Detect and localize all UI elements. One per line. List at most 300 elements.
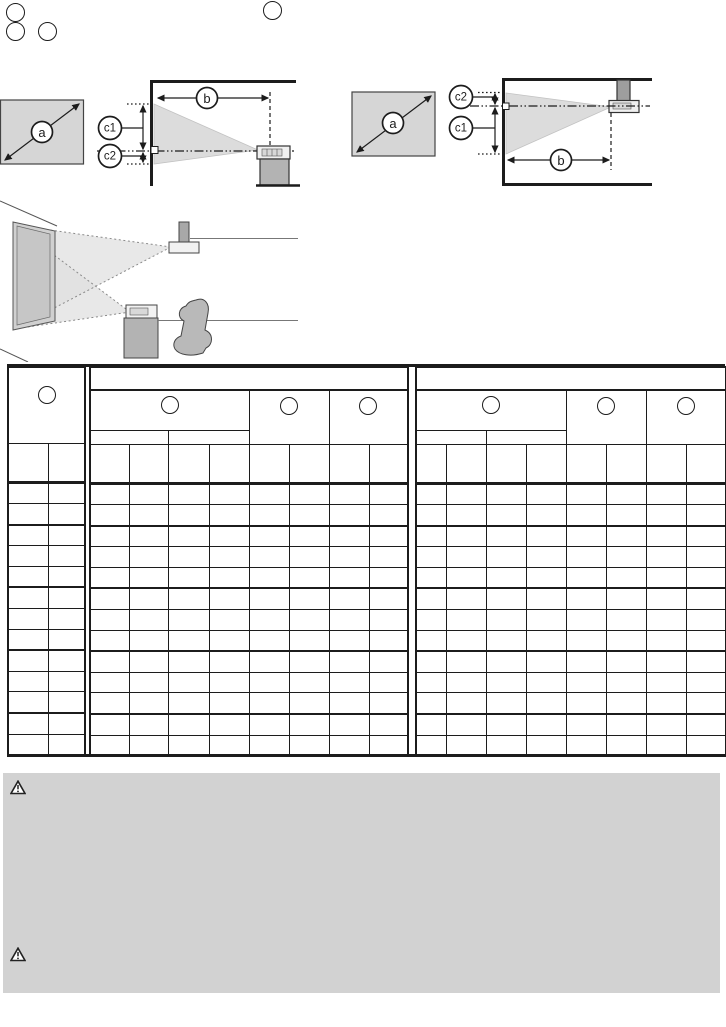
unit-cell (686, 444, 726, 483)
table-cell (646, 672, 686, 693)
table-cell (646, 693, 686, 714)
table-cell (526, 547, 566, 568)
table-row (90, 672, 408, 693)
table-cell (129, 483, 168, 505)
unit-cell (289, 444, 329, 483)
table-cell (8, 671, 48, 692)
table-cell (646, 610, 686, 631)
table-cell (416, 651, 446, 672)
table-cell (168, 630, 209, 651)
table-row (416, 672, 726, 693)
table-cell (249, 630, 289, 651)
table-cell (168, 547, 209, 568)
table-row (416, 630, 726, 651)
table-row (90, 483, 408, 505)
table-cell (369, 693, 408, 714)
table-cell (90, 630, 129, 651)
projector-stand (260, 159, 289, 185)
table-cell (606, 547, 646, 568)
table-cell (289, 672, 329, 693)
table-cell (249, 547, 289, 568)
table-cell (209, 610, 249, 631)
table-cell (566, 672, 606, 693)
lens-target-square (151, 147, 158, 154)
table-cell (606, 526, 646, 547)
table-cell (168, 588, 209, 609)
c2-header-cell (646, 390, 726, 444)
table-row (416, 567, 726, 588)
table-cell (329, 693, 369, 714)
table-cell (686, 526, 726, 547)
table-cell (686, 672, 726, 693)
table-cell (566, 483, 606, 505)
table-cell (90, 547, 129, 568)
table-row (8, 713, 85, 734)
table-cell (369, 610, 408, 631)
table-cell (8, 587, 48, 608)
table-row (90, 610, 408, 631)
half1-title-cell (90, 367, 408, 390)
table-cell (168, 714, 209, 735)
table-row (90, 505, 408, 526)
table-cell (8, 609, 48, 630)
table-cell (48, 671, 85, 692)
table-cell (416, 505, 446, 526)
table-cell (646, 588, 686, 609)
table-cell (606, 567, 646, 588)
a-label: a (389, 116, 397, 131)
table-cell (446, 630, 486, 651)
table-cell (48, 525, 85, 546)
table-cell (686, 567, 726, 588)
header-circle-a (38, 386, 56, 404)
table-cell (566, 693, 606, 714)
table-row (8, 609, 85, 630)
warning-icon (10, 780, 26, 795)
ceiling-bracket (617, 80, 630, 101)
b-header-cell (416, 390, 566, 430)
unit-cell (646, 444, 686, 483)
table-row (416, 483, 726, 505)
table-cell (249, 672, 289, 693)
table-cell (486, 483, 526, 505)
table-cell (48, 566, 85, 587)
table-cell (416, 526, 446, 547)
table-cell (90, 567, 129, 588)
table-cell (168, 651, 209, 672)
table-cell (129, 651, 168, 672)
table-row (8, 367, 85, 443)
table-cell (566, 567, 606, 588)
header-circle-b (161, 396, 179, 414)
b-label: b (557, 153, 565, 168)
unit-cell (369, 444, 408, 483)
table-cell (209, 483, 249, 505)
table-cell (646, 714, 686, 735)
table-cell (606, 693, 646, 714)
unit-cell (416, 444, 446, 483)
table-cell (8, 692, 48, 713)
table-cell (289, 505, 329, 526)
table-cell (526, 526, 566, 547)
table-cell (90, 651, 129, 672)
table-row (90, 444, 408, 483)
table-cell (8, 504, 48, 525)
table-cell (416, 588, 446, 609)
table-cell (48, 482, 85, 504)
table-cell (416, 693, 446, 714)
table-cell (48, 650, 85, 671)
table-cell (8, 734, 48, 755)
table-cell (129, 693, 168, 714)
header-circle-b (482, 396, 500, 414)
table-cell (90, 672, 129, 693)
table-row (416, 505, 726, 526)
table-cell (369, 547, 408, 568)
table-cell (606, 610, 646, 631)
table-row (8, 546, 85, 567)
table-cell (90, 610, 129, 631)
header-circle-c1 (597, 397, 615, 415)
header-circle-c1 (280, 397, 298, 415)
table-cell (416, 547, 446, 568)
table-cell (416, 483, 446, 505)
table-row (90, 367, 408, 390)
table-cell (446, 567, 486, 588)
table-cell (249, 505, 289, 526)
unit-cell (168, 444, 209, 483)
table-cell (129, 505, 168, 526)
unit-cell (446, 444, 486, 483)
table-cell (90, 714, 129, 735)
table-half-2 (415, 366, 726, 757)
table-cell (646, 547, 686, 568)
table-cell (168, 567, 209, 588)
table-cell (209, 651, 249, 672)
table-row (416, 610, 726, 631)
b-header-cell (90, 390, 249, 430)
table-cell (289, 610, 329, 631)
table-row (416, 444, 726, 483)
table-cell (566, 588, 606, 609)
table-cell (566, 505, 606, 526)
table-cell (369, 630, 408, 651)
table-cell (129, 567, 168, 588)
table-cell (526, 630, 566, 651)
table-cell (48, 713, 85, 734)
table-cell (486, 588, 526, 609)
table-cell (329, 547, 369, 568)
table-cell (249, 588, 289, 609)
table-cell (686, 714, 726, 735)
table-cell (566, 610, 606, 631)
table-row (90, 526, 408, 547)
table-row (416, 367, 726, 390)
table-cell (526, 672, 566, 693)
diagram-room-perspective (0, 201, 298, 362)
table-cell (526, 505, 566, 526)
lens-target-square (503, 103, 510, 110)
table-cell (446, 651, 486, 672)
table-cell (48, 734, 85, 755)
table-cell (646, 651, 686, 672)
table-cell (8, 525, 48, 546)
table-row (8, 734, 85, 755)
projector-vent (130, 308, 148, 315)
table-cell (526, 610, 566, 631)
a-label: a (38, 125, 46, 140)
table-row (8, 587, 85, 608)
table-cell (289, 567, 329, 588)
table-cell (249, 651, 289, 672)
table-cell (566, 630, 606, 651)
table-row (416, 547, 726, 568)
table-cell (369, 714, 408, 735)
table-row (416, 588, 726, 609)
table-row (416, 390, 726, 430)
table-cell (329, 630, 369, 651)
table-row (8, 629, 85, 650)
projection-cone (154, 104, 258, 164)
c2-label: c2 (454, 91, 468, 104)
table-cell (329, 526, 369, 547)
table-cell (129, 588, 168, 609)
projector-stand (124, 318, 158, 358)
table-cell (8, 650, 48, 671)
table-cell (249, 483, 289, 505)
table-cell (329, 567, 369, 588)
table-cell (48, 546, 85, 567)
table-cell (446, 547, 486, 568)
table-cell (486, 714, 526, 735)
table-row (90, 693, 408, 714)
table-cell (168, 610, 209, 631)
chair (174, 299, 212, 355)
max-header-cell (486, 430, 566, 444)
table-cell (249, 567, 289, 588)
table-row (416, 714, 726, 735)
table-cell (416, 630, 446, 651)
table-cell (48, 609, 85, 630)
table-cell (486, 630, 526, 651)
table-cell (686, 505, 726, 526)
table-cell (566, 547, 606, 568)
table-cell (48, 587, 85, 608)
table-cell (526, 588, 566, 609)
table-cell (416, 672, 446, 693)
diagram-front-ceiling-mount (352, 78, 652, 186)
table-cell (129, 610, 168, 631)
c1-header-cell (249, 390, 329, 444)
c2-label: c2 (103, 150, 117, 163)
ceiling-projector (169, 242, 199, 253)
table-cell (446, 610, 486, 631)
table-row (90, 588, 408, 609)
min-header-cell (90, 430, 168, 444)
table-cell (486, 693, 526, 714)
table-cell (8, 566, 48, 587)
table-cell (209, 526, 249, 547)
table-cell (168, 672, 209, 693)
table-cell (526, 567, 566, 588)
table-cell (369, 567, 408, 588)
floor-edge-line (0, 349, 28, 362)
table-cell (446, 588, 486, 609)
table-row (8, 504, 85, 525)
table-cell (646, 483, 686, 505)
table-cell (606, 714, 646, 735)
unit-cell (8, 443, 48, 482)
table-cell (606, 505, 646, 526)
table-cell (209, 693, 249, 714)
warning-notes-box (3, 773, 720, 993)
table-cell (526, 483, 566, 505)
table-cell (249, 610, 289, 631)
table-row (90, 714, 408, 735)
table-cell (446, 693, 486, 714)
table-cell (486, 505, 526, 526)
table-cell (369, 651, 408, 672)
table-cell (209, 505, 249, 526)
table-cell (369, 588, 408, 609)
b-label: b (203, 91, 211, 106)
table-cell (566, 526, 606, 547)
table-cell (289, 693, 329, 714)
table-cell (289, 526, 329, 547)
table-cell (289, 588, 329, 609)
table-cell (416, 610, 446, 631)
table-cell (416, 567, 446, 588)
table-cell (526, 714, 566, 735)
table-row (90, 651, 408, 672)
table-cell (646, 505, 686, 526)
table-cell (168, 526, 209, 547)
table-cell (686, 610, 726, 631)
setup-diagrams (0, 0, 726, 362)
table-row (8, 443, 85, 482)
unit-cell (90, 444, 129, 483)
table-cell (566, 651, 606, 672)
table-cell (486, 547, 526, 568)
table-row (8, 482, 85, 504)
table-cell (129, 714, 168, 735)
projection-cone (506, 93, 611, 154)
unit-cell (606, 444, 646, 483)
table-row (416, 693, 726, 714)
table-cell (526, 693, 566, 714)
table-cell (686, 693, 726, 714)
table-row (8, 525, 85, 546)
table-cell (329, 588, 369, 609)
table-cell (8, 482, 48, 504)
table-cell (446, 483, 486, 505)
table-cell (686, 547, 726, 568)
table-cell (606, 483, 646, 505)
table-cell (486, 567, 526, 588)
table-cell (249, 526, 289, 547)
table-cell (486, 651, 526, 672)
warning-icon (10, 947, 26, 962)
table-cell (249, 714, 289, 735)
screen-inner (17, 226, 50, 325)
table-cell (566, 714, 606, 735)
table-cell (329, 505, 369, 526)
table-cell (168, 483, 209, 505)
table-cell (369, 483, 408, 505)
table-cell (129, 672, 168, 693)
table-cell (129, 630, 168, 651)
table-cell (606, 588, 646, 609)
table-cell (486, 672, 526, 693)
table-cell (129, 547, 168, 568)
table-cell (48, 692, 85, 713)
ceiling-bracket (179, 222, 189, 242)
table-cell (486, 610, 526, 631)
table-cell (606, 630, 646, 651)
unit-cell (486, 444, 526, 483)
unit-cell (526, 444, 566, 483)
table-cell (446, 714, 486, 735)
table-cell (329, 672, 369, 693)
c1-header-cell (566, 390, 646, 444)
c1-label: c1 (454, 122, 468, 135)
table-cell (289, 630, 329, 651)
table-cell (686, 630, 726, 651)
unit-cell (48, 443, 85, 482)
table-bottom-border (7, 754, 725, 757)
table-cell (606, 651, 646, 672)
table-cell (329, 610, 369, 631)
table-cell (289, 483, 329, 505)
table-cell (209, 588, 249, 609)
unit-cell (249, 444, 289, 483)
table-cell (686, 483, 726, 505)
table-cell (209, 630, 249, 651)
table-cell (209, 567, 249, 588)
table-cell (329, 651, 369, 672)
min-header-cell (416, 430, 486, 444)
table-half-1 (89, 366, 409, 757)
table-cell (446, 672, 486, 693)
unit-cell (129, 444, 168, 483)
table-cell (646, 526, 686, 547)
table-row (8, 671, 85, 692)
table-cell (168, 505, 209, 526)
table-cell (48, 629, 85, 650)
table-cell (606, 672, 646, 693)
table-cell (8, 713, 48, 734)
table-row (90, 630, 408, 651)
table-cell (289, 547, 329, 568)
table-row (416, 526, 726, 547)
table-cell (369, 672, 408, 693)
unit-cell (329, 444, 369, 483)
table-row (90, 567, 408, 588)
max-header-cell (168, 430, 249, 444)
table-cell (486, 526, 526, 547)
table-cell (416, 714, 446, 735)
table-cell (369, 505, 408, 526)
table-cell (526, 651, 566, 672)
c1-label: c1 (103, 122, 117, 135)
table-row (8, 650, 85, 671)
table-cell (329, 483, 369, 505)
table-cell (209, 547, 249, 568)
table-cell (209, 672, 249, 693)
table-cell (90, 693, 129, 714)
table-cell (289, 714, 329, 735)
c2-header-cell (329, 390, 408, 444)
